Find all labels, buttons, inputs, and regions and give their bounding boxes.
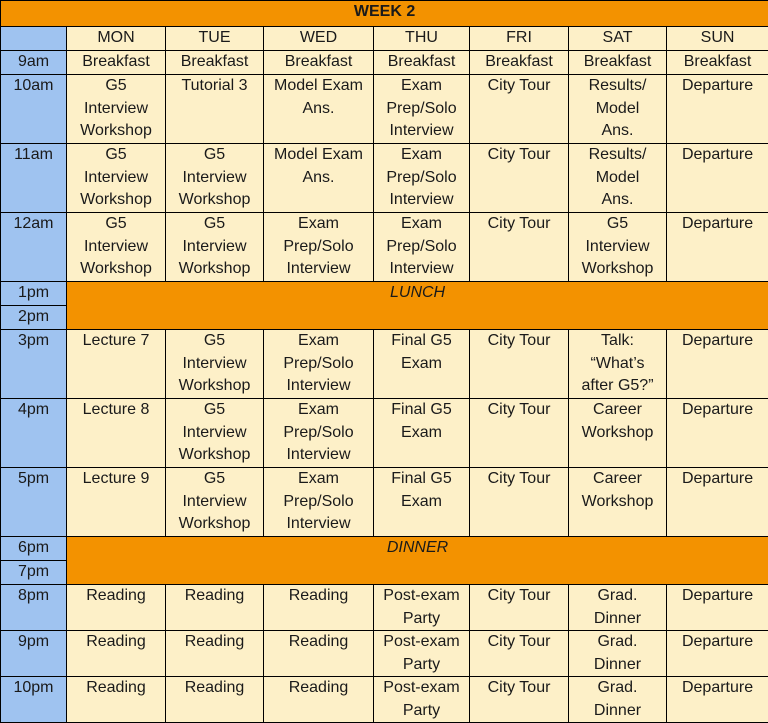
activity-cell: G5 Interview Workshop — [166, 330, 264, 399]
schedule-row-12am — [1, 213, 768, 282]
activity-cell: Departure — [667, 213, 768, 282]
lunch-block: LUNCH — [67, 282, 768, 330]
activity-cell: Exam Prep/Solo Interview — [264, 213, 374, 282]
activity-cell: Tutorial 3 — [166, 75, 264, 144]
activity-cell: Final G5 Exam — [374, 399, 470, 468]
activity-cell: G5 Interview Workshop — [166, 399, 264, 468]
time-label: 5pm — [1, 468, 67, 537]
dinner-block: DINNER — [67, 537, 768, 585]
time-label: 8pm — [1, 585, 67, 631]
activity-cell: Breakfast — [667, 51, 768, 75]
activity-cell: Departure — [667, 468, 768, 537]
time-label: 2pm — [1, 306, 67, 330]
activity-cell: Talk: “What’s after G5?” — [569, 330, 667, 399]
schedule-row-6pm — [1, 537, 768, 561]
activity-cell: Reading — [264, 677, 374, 723]
activity-cell: Reading — [166, 677, 264, 723]
activity-cell: City Tour — [470, 399, 569, 468]
activity-cell: City Tour — [470, 468, 569, 537]
corner-cell — [1, 27, 67, 51]
activity-cell: City Tour — [470, 585, 569, 631]
activity-cell: G5 Interview Workshop — [569, 213, 667, 282]
day-header-row — [1, 27, 768, 51]
activity-cell: Departure — [667, 631, 768, 677]
activity-cell: Reading — [67, 631, 166, 677]
title-row — [1, 1, 768, 27]
time-label: 3pm — [1, 330, 67, 399]
activity-cell: City Tour — [470, 144, 569, 213]
activity-cell: Departure — [667, 399, 768, 468]
day-header-mon: MON — [67, 27, 166, 51]
activity-cell: Exam Prep/Solo Interview — [374, 75, 470, 144]
activity-cell: Final G5 Exam — [374, 468, 470, 537]
activity-cell: Departure — [667, 75, 768, 144]
schedule-row-5pm — [1, 468, 768, 537]
activity-cell: Career Workshop — [569, 399, 667, 468]
time-label: 10am — [1, 75, 67, 144]
time-label: 6pm — [1, 537, 67, 561]
schedule-row-3pm — [1, 330, 768, 399]
schedule-row-9am — [1, 51, 768, 75]
activity-cell: G5 Interview Workshop — [67, 75, 166, 144]
time-label: 4pm — [1, 399, 67, 468]
activity-cell: City Tour — [470, 677, 569, 723]
activity-cell: Breakfast — [166, 51, 264, 75]
schedule-row-1pm — [1, 282, 768, 306]
schedule-row-9pm — [1, 631, 768, 677]
schedule-row-10pm — [1, 677, 768, 723]
time-label: 7pm — [1, 561, 67, 585]
activity-cell: G5 Interview Workshop — [67, 213, 166, 282]
activity-cell: Departure — [667, 330, 768, 399]
activity-cell: Model Exam Ans. — [264, 144, 374, 213]
activity-cell: G5 Interview Workshop — [166, 213, 264, 282]
activity-cell: City Tour — [470, 631, 569, 677]
activity-cell: Reading — [264, 585, 374, 631]
day-header-fri: FRI — [470, 27, 569, 51]
activity-cell: Exam Prep/Solo Interview — [374, 144, 470, 213]
day-header-sun: SUN — [667, 27, 768, 51]
activity-cell: City Tour — [470, 213, 569, 282]
activity-cell: G5 Interview Workshop — [67, 144, 166, 213]
schedule-row-10am — [1, 75, 768, 144]
activity-cell: G5 Interview Workshop — [166, 468, 264, 537]
activity-cell: G5 Interview Workshop — [166, 144, 264, 213]
activity-cell: Exam Prep/Solo Interview — [264, 468, 374, 537]
activity-cell: Exam Prep/Solo Interview — [374, 213, 470, 282]
activity-cell: Results/ Model Ans. — [569, 75, 667, 144]
day-header-sat: SAT — [569, 27, 667, 51]
activity-cell: Career Workshop — [569, 468, 667, 537]
time-label: 10pm — [1, 677, 67, 723]
activity-cell: Exam Prep/Solo Interview — [264, 399, 374, 468]
time-label: 9pm — [1, 631, 67, 677]
activity-cell: Breakfast — [470, 51, 569, 75]
activity-cell: Post-exam Party — [374, 677, 470, 723]
schedule-row-8pm — [1, 585, 768, 631]
activity-cell: Breakfast — [569, 51, 667, 75]
activity-cell: Lecture 8 — [67, 399, 166, 468]
time-label: 9am — [1, 51, 67, 75]
activity-cell: Lecture 7 — [67, 330, 166, 399]
activity-cell: Post-exam Party — [374, 585, 470, 631]
day-header-wed: WED — [264, 27, 374, 51]
time-label: 1pm — [1, 282, 67, 306]
activity-cell: Reading — [166, 585, 264, 631]
activity-cell: Grad. Dinner — [569, 585, 667, 631]
activity-cell: Results/ Model Ans. — [569, 144, 667, 213]
activity-cell: Grad. Dinner — [569, 677, 667, 723]
activity-cell: Breakfast — [67, 51, 166, 75]
activity-cell: Departure — [667, 677, 768, 723]
activity-cell: Departure — [667, 144, 768, 213]
activity-cell: Reading — [67, 677, 166, 723]
activity-cell: Final G5 Exam — [374, 330, 470, 399]
schedule-row-11am — [1, 144, 768, 213]
activity-cell: City Tour — [470, 330, 569, 399]
activity-cell: Exam Prep/Solo Interview — [264, 330, 374, 399]
activity-cell: Model Exam Ans. — [264, 75, 374, 144]
activity-cell: Breakfast — [374, 51, 470, 75]
activity-cell: Reading — [166, 631, 264, 677]
time-label: 11am — [1, 144, 67, 213]
time-label: 12am — [1, 213, 67, 282]
activity-cell: Reading — [264, 631, 374, 677]
day-header-tue: TUE — [166, 27, 264, 51]
schedule-row-4pm — [1, 399, 768, 468]
week-title: WEEK 2 — [1, 1, 768, 27]
activity-cell: Departure — [667, 585, 768, 631]
activity-cell: Post-exam Party — [374, 631, 470, 677]
activity-cell: Grad. Dinner — [569, 631, 667, 677]
activity-cell: Lecture 9 — [67, 468, 166, 537]
activity-cell: Reading — [67, 585, 166, 631]
day-header-thu: THU — [374, 27, 470, 51]
activity-cell: City Tour — [470, 75, 569, 144]
activity-cell: Breakfast — [264, 51, 374, 75]
